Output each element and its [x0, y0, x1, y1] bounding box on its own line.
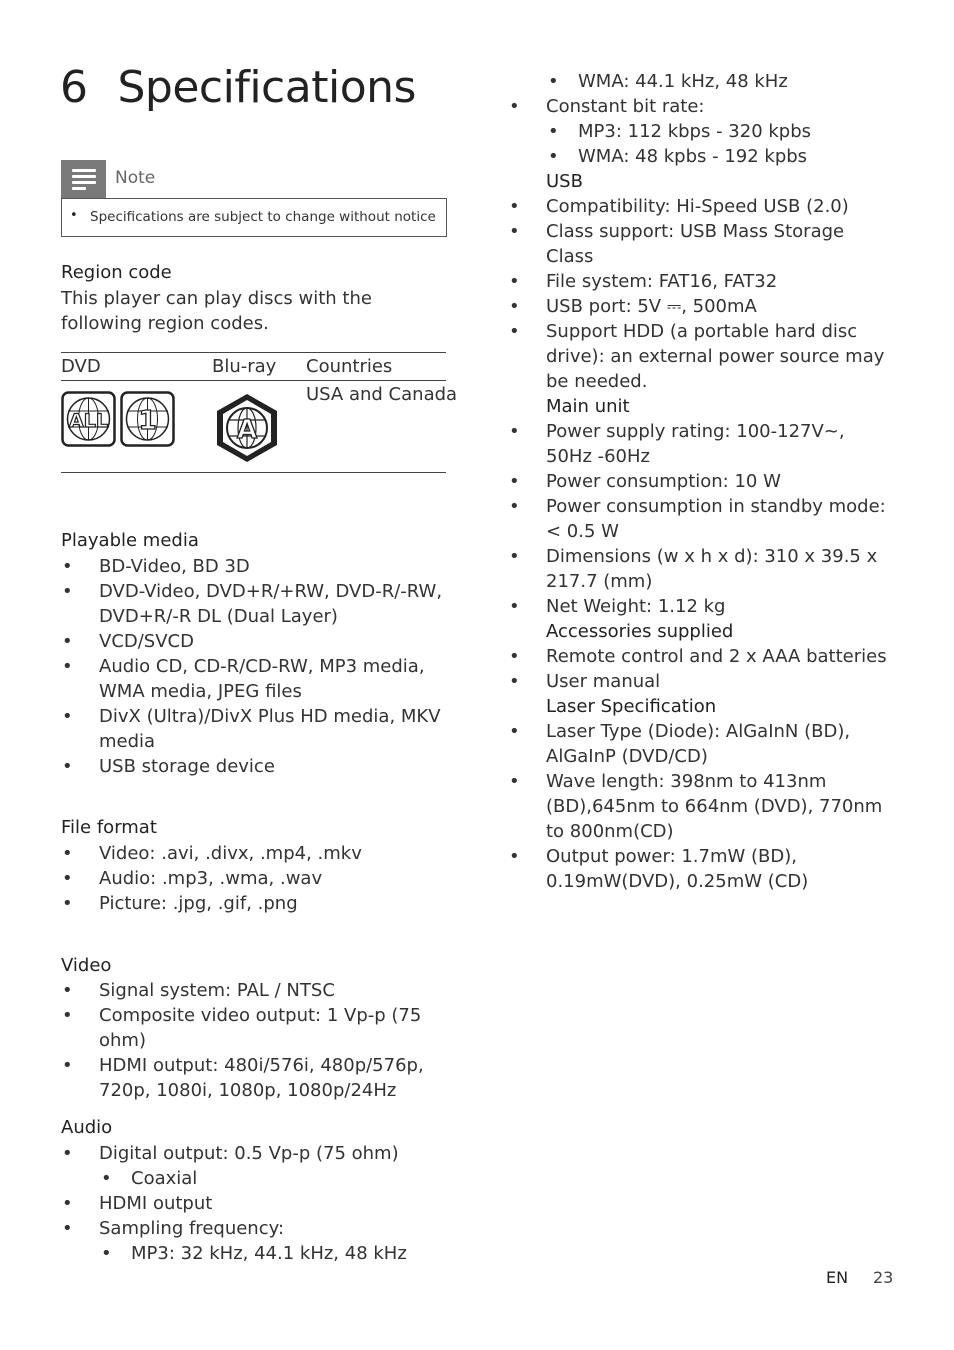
playable-media-list — [61, 554, 451, 779]
bluray-region-a-icon — [213, 392, 281, 464]
column-header-bluray: Blu-ray — [212, 356, 277, 377]
list-item: • Power supply rating: 100-127V~, 50Hz -60Hz — [509, 421, 845, 467]
list-item: • Audio: .mp3, .wma, .wav — [62, 868, 323, 889]
list-item: • BD-Video, BD 3D — [62, 556, 250, 577]
list-item: • USB port: 5V ⎓, 500mA — [509, 296, 757, 317]
svg-text:1: 1 — [138, 406, 157, 436]
laser-heading: Laser Specification — [546, 696, 717, 717]
list-item: • User manual — [509, 671, 661, 692]
list-item: • Sampling frequency: — [62, 1218, 285, 1239]
accessories-heading: Accessories supplied — [546, 621, 734, 642]
right-column-list — [508, 69, 896, 894]
list-item: • Dimensions (w x h x d): 310 x 39.5 x 217.7 (mm) — [509, 546, 878, 592]
table-header-rule — [61, 380, 446, 381]
file-format-heading: File format — [61, 817, 157, 838]
region-code-heading: Region code — [61, 262, 172, 283]
list-item: • Support HDD (a portable hard disc drive): an external power source may be needed. — [509, 321, 885, 392]
main-unit-heading: Main unit — [546, 396, 630, 417]
video-heading: Video — [61, 955, 112, 976]
dvd-region-logos — [61, 391, 176, 447]
list-item: • Video: .avi, .divx, .mp4, .mkv — [62, 843, 362, 864]
list-item: • Net Weight: 1.12 kg — [509, 596, 726, 617]
audio-heading: Audio — [61, 1117, 113, 1138]
svg-text:A: A — [236, 415, 258, 445]
list-item: • Wave length: 398nm to 413nm (BD),645nm to 664nm (DVD), 770nm to 800nm(CD) — [509, 771, 883, 842]
dvd-region-all-icon — [63, 393, 115, 446]
list-item: • Class support: USB Mass Storage Class — [509, 221, 845, 267]
column-header-dvd: DVD — [61, 356, 101, 377]
note-label: Note — [115, 168, 156, 188]
list-item: • HDMI output — [62, 1193, 213, 1214]
list-subitem: • MP3: 32 kHz, 44.1 kHz, 48 kHz — [101, 1243, 407, 1264]
chapter-title: Specifications — [117, 62, 416, 113]
list-item: • Output power: 1.7mW (BD), 0.19mW(DVD), 0.25mW (CD) — [509, 846, 809, 892]
page-number: 23 — [873, 1268, 894, 1287]
list-item: • File system: FAT16, FAT32 — [509, 271, 778, 292]
list-item: • Constant bit rate: — [509, 96, 705, 117]
list-item: • Compatibility: Hi-Speed USB (2.0) — [509, 196, 849, 217]
list-item: • Signal system: PAL / NTSC — [62, 980, 335, 1001]
video-list — [61, 978, 451, 1103]
bullet: • — [70, 208, 78, 223]
note-box — [61, 198, 447, 237]
list-item: • DVD-Video, DVD+R/+RW, DVD-R/-RW, DVD+R/-R DL (Dual Layer) — [62, 581, 443, 627]
note-icon — [61, 160, 106, 198]
playable-media-heading: Playable media — [61, 530, 199, 551]
list-item: • Picture: .jpg, .gif, .png — [62, 893, 298, 914]
table-bottom-rule — [61, 472, 446, 473]
list-item: • DivX (Ultra)/DivX Plus HD media, MKV media — [62, 706, 441, 752]
list-subitem: • WMA: 48 kpbs - 192 kpbs — [548, 146, 808, 167]
page-title — [60, 62, 416, 113]
list-item: • Composite video output: 1 Vp-p (75 ohm) — [62, 1005, 422, 1051]
list-item: • VCD/SVCD — [62, 631, 194, 652]
dvd-region-1-icon — [122, 393, 174, 446]
list-item: • HDMI output: 480i/576i, 480p/576p, 720p, 1080i, 1080p, 1080p/24Hz — [62, 1055, 424, 1101]
note-header — [61, 160, 447, 198]
note-text: Specifications are subject to change without notice — [90, 209, 436, 225]
list-subitem: • MP3: 112 kbps - 320 kpbs — [548, 121, 812, 142]
list-item: • Power consumption: 10 W — [509, 471, 781, 492]
list-item: • Power consumption in standby mode: < 0.5 W — [509, 496, 886, 542]
list-item: • Audio CD, CD-R/CD-RW, MP3 media, WMA media, JPEG files — [62, 656, 425, 702]
list-subitem: • Coaxial — [101, 1168, 198, 1189]
footer-language: EN — [826, 1268, 849, 1287]
chapter-number: 6 — [60, 62, 88, 113]
list-subitem: • WMA: 44.1 kHz, 48 kHz — [548, 71, 788, 92]
region-countries: USA and Canada — [306, 384, 458, 405]
column-header-countries: Countries — [306, 356, 393, 377]
list-item: • Laser Type (Diode): AlGaInN (BD), AlGaInP (DVD/CD) — [509, 721, 851, 767]
svg-text:ALL: ALL — [69, 410, 108, 432]
list-item: • Digital output: 0.5 Vp-p (75 ohm) — [62, 1143, 399, 1164]
usb-heading: USB — [546, 171, 583, 192]
file-format-list — [61, 841, 451, 916]
region-code-intro: This player can play discs with the following region codes. — [61, 288, 372, 334]
list-item: • Remote control and 2 x AAA batteries — [509, 646, 887, 667]
list-item: • USB storage device — [62, 756, 275, 777]
audio-list — [61, 1141, 451, 1266]
table-top-rule — [61, 352, 446, 353]
